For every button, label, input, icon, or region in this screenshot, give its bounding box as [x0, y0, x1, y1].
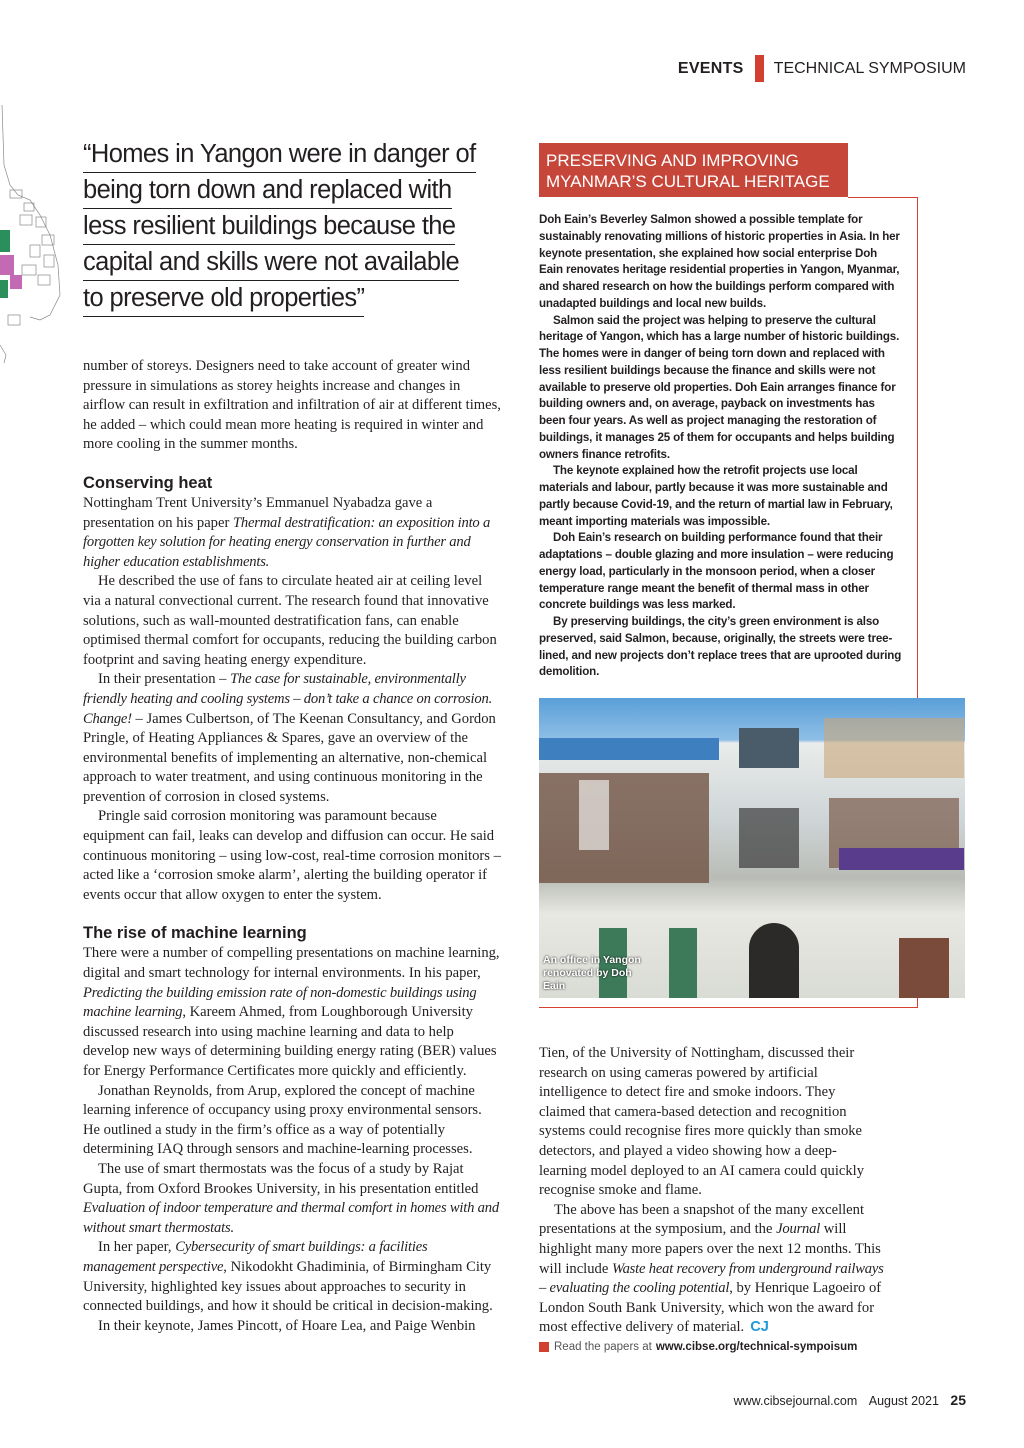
read-more-link[interactable]: www.cibse.org/technical-sympoisum — [655, 1341, 858, 1353]
text: – James Culbertson, of The Keenan Consultancy, and Gordon Pringle, of Heating Appliances & Spares, gave an overview of the environmental benefits of implementing an alternative, non-chemical approach to water treatment, and using continuous monitoring in the prevention of corrosion in closed systems. — [83, 710, 496, 805]
map-illustration — [0, 105, 64, 365]
photo-yangon-building — [539, 698, 965, 998]
text: Nottingham Trent University’s Emmanuel Nyabadza gave a presentation on his paper — [83, 494, 433, 531]
publication-name: Journal — [776, 1221, 821, 1238]
paper-title: Thermal destratification: an exposition into a forgotten key solution for heating energy conservation in further and higher education establishments. — [83, 514, 491, 570]
page-number: 25 — [950, 1392, 966, 1408]
pull-quote — [83, 137, 493, 317]
paragraph — [83, 944, 501, 1081]
sidebar-body — [539, 212, 904, 681]
paper-title: Cybersecurity of smart buildings: a facilities management perspective — [83, 1239, 428, 1275]
subsection-label: TECHNICAL SYMPOSIUM — [773, 59, 966, 77]
read-more — [539, 1341, 857, 1353]
paragraph — [83, 1160, 501, 1238]
paragraph: number of storeys. Designers need to take account of greater wind pressure in simulations as storey heights increase and changes in airflow can result in exfiltration and infiltration of air at different times, he added – which could mean more heating is required in winter and more cooling in the summer months. — [83, 358, 501, 453]
paragraph: He described the use of fans to circulate heated air at ceiling level via a natural convectional current. The research found that innovative solutions, such as wall-mounted destratification fans, can enable optimised thermal comfort for occupants, reducing the building carbon footprint and saving heating energy expenditure. — [83, 573, 497, 668]
footer-site[interactable]: www.cibsejournal.com — [733, 1394, 858, 1408]
subheading-conserving-heat: Conserving heat — [83, 473, 213, 492]
footer-issue: August 2021 — [868, 1394, 939, 1408]
sidebar-title — [539, 143, 848, 197]
paragraph — [83, 494, 501, 572]
sidebar-title-line: MYANMAR’S CULTURAL HERITAGE — [546, 171, 830, 191]
paragraph: Tien, of the University of Nottingham, discussed their research on using cameras powered by artificial intelligence to detect fire and smoke indoors. They claimed that camera-based detection and recognition systems could recognise fires more quickly than smoke detectors, and played a video showing how a deep-learning model deployed to an AI camera could quickly recognise smoke and flame. — [539, 1045, 865, 1199]
paper-title: Evaluation of indoor temperature and thermal comfort in homes with and without smart thermostats. — [83, 1200, 499, 1236]
subheading-machine-learning: The rise of machine learning — [83, 924, 307, 943]
left-column — [83, 357, 501, 1336]
text: will highlight many more papers over the next 12 months. This will include — [539, 1221, 881, 1277]
section-header — [678, 55, 966, 82]
page-footer — [734, 1392, 966, 1408]
photo-caption: An office in Yangon renovated by Doh Eain — [543, 954, 641, 992]
text: There were a number of compelling presentations on machine learning, digital and smart technology for internal environments. In his paper, — [83, 945, 500, 982]
text: In their presentation – — [98, 671, 231, 688]
paper-title: The case for sustainable, environmentally friendly heating and cooling systems – don’t take a chance on corrosion. Change! — [83, 671, 493, 727]
paragraph — [539, 1201, 884, 1338]
paper-title: Waste heat recovery from underground railways – evaluating the cooling potential — [539, 1260, 884, 1297]
paragraph — [83, 1238, 501, 1316]
pull-quote-line: “Homes in Yangon were in danger of — [83, 137, 476, 173]
text: , Kareem Ahmed, from Loughborough University discussed research into using machine learning and data to help develop new ways of determining building energy rating (BER) values for Energy Performance Certificates more quickly and efficiently. — [83, 1004, 497, 1079]
bullet-square-icon — [539, 1342, 549, 1352]
sidebar-title-line: PRESERVING AND IMPROVING — [546, 151, 799, 170]
pull-quote-line: capital and skills were not available — [83, 245, 459, 281]
text: The above has been a snapshot of the many excellent presentations at the symposium, and the — [539, 1201, 865, 1238]
paragraph: Pringle said corrosion monitoring was paramount because equipment can fail, leaks can develop and diffusion can occur. He said continuous monitoring – using low-cost, real-time corrosion monitors – acted like a ‘corrosion smoke alarm’, alerting the building operator if events occur that allow oxygen to enter the system. — [83, 808, 501, 903]
paragraph: The keynote explained how the retrofit projects use local materials and labour, partly because it was more sustainable and partly because Covid-19, and the return of martial law in February, meant importing materials was impossible. — [539, 464, 893, 528]
paragraph: Jonathan Reynolds, from Arup, explored the concept of machine learning inference of occupancy using proxy environmental sensors. He outlined a study in the firm’s office as a way of potentially determining IAQ through sensors and machine-learning processes. — [83, 1082, 482, 1158]
pull-quote-line: less resilient buildings because the — [83, 209, 455, 245]
text: , by Henrique Lagoeiro of London South Bank University, which won the award for most effective delivery of material. — [539, 1280, 882, 1336]
end-mark: CJ — [750, 1319, 769, 1336]
text: , Nikodokht Ghadiminia, of Birmingham City University, highlighted key issues about approaches to security in connected buildings, and how it should be critical in decision-making. — [83, 1258, 493, 1315]
header-divider — [755, 55, 764, 82]
right-column — [539, 1044, 884, 1338]
paper-title: Predicting the building emission rate of non-domestic buildings using machine learning — [83, 984, 477, 1021]
paragraph: Salmon said the project was helping to preserve the cultural heritage of Yangon, which has a large number of historic buildings. The homes were in danger of being torn down and replaced with less resilient buildings because the finance and skills were not available to preserve old properties. Doh Eain arranges finance for building owners and, on average, payback on investments has been four years. As well as project managing the restoration of buildings, it manages 25 of them for occupants and helps building owners finance retrofits. — [539, 313, 900, 461]
text: The use of smart thermostats was the focus of a study by Rajat Gupta, from Oxford Brookes University, in his presentation entitled — [83, 1160, 479, 1197]
pull-quote-line: to preserve old properties” — [83, 281, 364, 317]
section-label: EVENTS — [677, 59, 744, 77]
pull-quote-line: being torn down and replaced with — [83, 173, 452, 209]
paragraph — [83, 670, 501, 807]
paragraph: Doh Eain’s research on building performance found that their adaptations – double glazing and more insulation – were reducing energy load, particularly in the monsoon period, when a closer temperature range meant the benefit of thermal mass in other concrete buildings was less marked. — [539, 531, 894, 612]
paragraph: Doh Eain’s Beverley Salmon showed a possible template for sustainably renovating millions of historic properties in Asia. In her keynote presentation, she explained how social enterprise Doh Eain renovates heritage residential properties in Yangon, Myanmar, and shared research on how the buildings perform compared with unadapted buildings and local new builds. — [539, 213, 900, 310]
text: In her paper, — [98, 1239, 176, 1256]
paragraph: By preserving buildings, the city’s green environment is also preserved, said Salmon, because, originally, the streets were tree-lined, and new projects don’t replace trees that are uprooted during demolition. — [539, 615, 902, 679]
paragraph: In their keynote, James Pincott, of Hoare Lea, and Paige Wenbin — [98, 1317, 476, 1334]
read-more-label: Read the papers at — [554, 1341, 652, 1353]
